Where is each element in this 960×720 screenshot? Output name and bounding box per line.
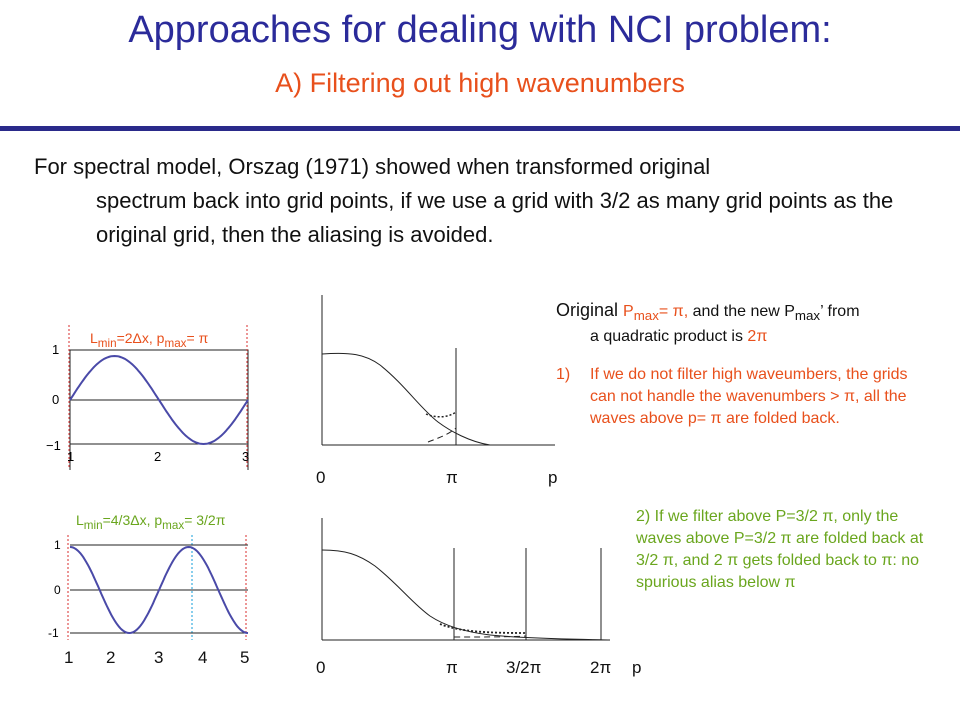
- ytick: 0: [52, 392, 60, 407]
- intro-paragraph: [34, 150, 924, 252]
- xtick: p: [632, 658, 642, 677]
- xtick: 3: [242, 449, 250, 464]
- spectrum-plot-top: [310, 290, 560, 450]
- spectrum-top-xticks: [310, 468, 570, 488]
- sine-plot-top: [40, 320, 260, 470]
- ytick: 0: [54, 583, 61, 597]
- original-note-line2: a quadratic product is 2π: [590, 328, 768, 345]
- xtick: 1: [64, 648, 74, 667]
- xtick: 2: [106, 648, 116, 667]
- spectrum-bottom-xticks: [310, 658, 650, 678]
- spectrum-curve: [322, 550, 610, 640]
- spectrum-plot-bottom: [290, 498, 630, 648]
- panel-top-left-label: $L_{min}=2\Delta x$, $p_{max}= \pi$: [90, 330, 209, 350]
- slide-subtitle: A) Filtering out high wavenumbers: [275, 68, 685, 98]
- intro-rest: spectrum back into grid points, if we use a grid with 3/2 as many grid points as the original grid, then the aliasing is avoided.: [96, 188, 894, 247]
- xtick: 4: [198, 648, 208, 667]
- xtick: 3/2π: [506, 658, 542, 677]
- slide-title: Approaches for dealing with NCI problem:: [128, 9, 832, 51]
- xtick: π: [446, 468, 458, 487]
- sine-plot-bottom: [40, 535, 260, 645]
- aliased-dashed: [454, 636, 526, 637]
- ytick: 1: [52, 342, 60, 357]
- ytick: −1: [46, 438, 61, 453]
- ytick: -1: [48, 626, 59, 640]
- note-1-number: 1): [556, 366, 571, 383]
- xtick: p: [548, 468, 558, 487]
- original-note: Original $P_{max}= \pi$, and the new $P_{max}$’ from: [556, 300, 860, 324]
- bottom-left-xticks: [64, 648, 274, 668]
- aliased-dotted: [426, 412, 456, 417]
- xtick: 1: [67, 449, 75, 464]
- xtick: 3: [154, 648, 164, 667]
- xtick: 2π: [590, 658, 612, 677]
- intro-line-1: For spectral model, Orszag (1971) showed when transformed original: [34, 154, 711, 179]
- xtick: 2: [154, 449, 162, 464]
- xtick: 5: [240, 648, 250, 667]
- xtick: 0: [316, 468, 326, 487]
- ytick: 1: [54, 538, 61, 552]
- xtick: 0: [316, 658, 326, 677]
- aliased-dotted: [440, 624, 526, 633]
- note-2-text: 2) If we filter above P=3/2 π, only the waves above P=3/2 π are folded back at 3/2 π, and 2 π gets folded back to π: no spurious alias below π: [636, 508, 924, 591]
- aliased-dashed: [428, 428, 456, 442]
- title-divider: [0, 126, 960, 131]
- spectrum-curve: [322, 353, 490, 445]
- note-1-text: If we do not filter high waveumbers, the grids can not handle the wavenumbers > π, all the waves above p= π are folded back.: [590, 366, 908, 427]
- xtick: π: [446, 658, 458, 677]
- panel-bottom-left-label: $L_{min}=4/3\Delta x$, $p_{max}= 3/2\pi$: [76, 512, 226, 532]
